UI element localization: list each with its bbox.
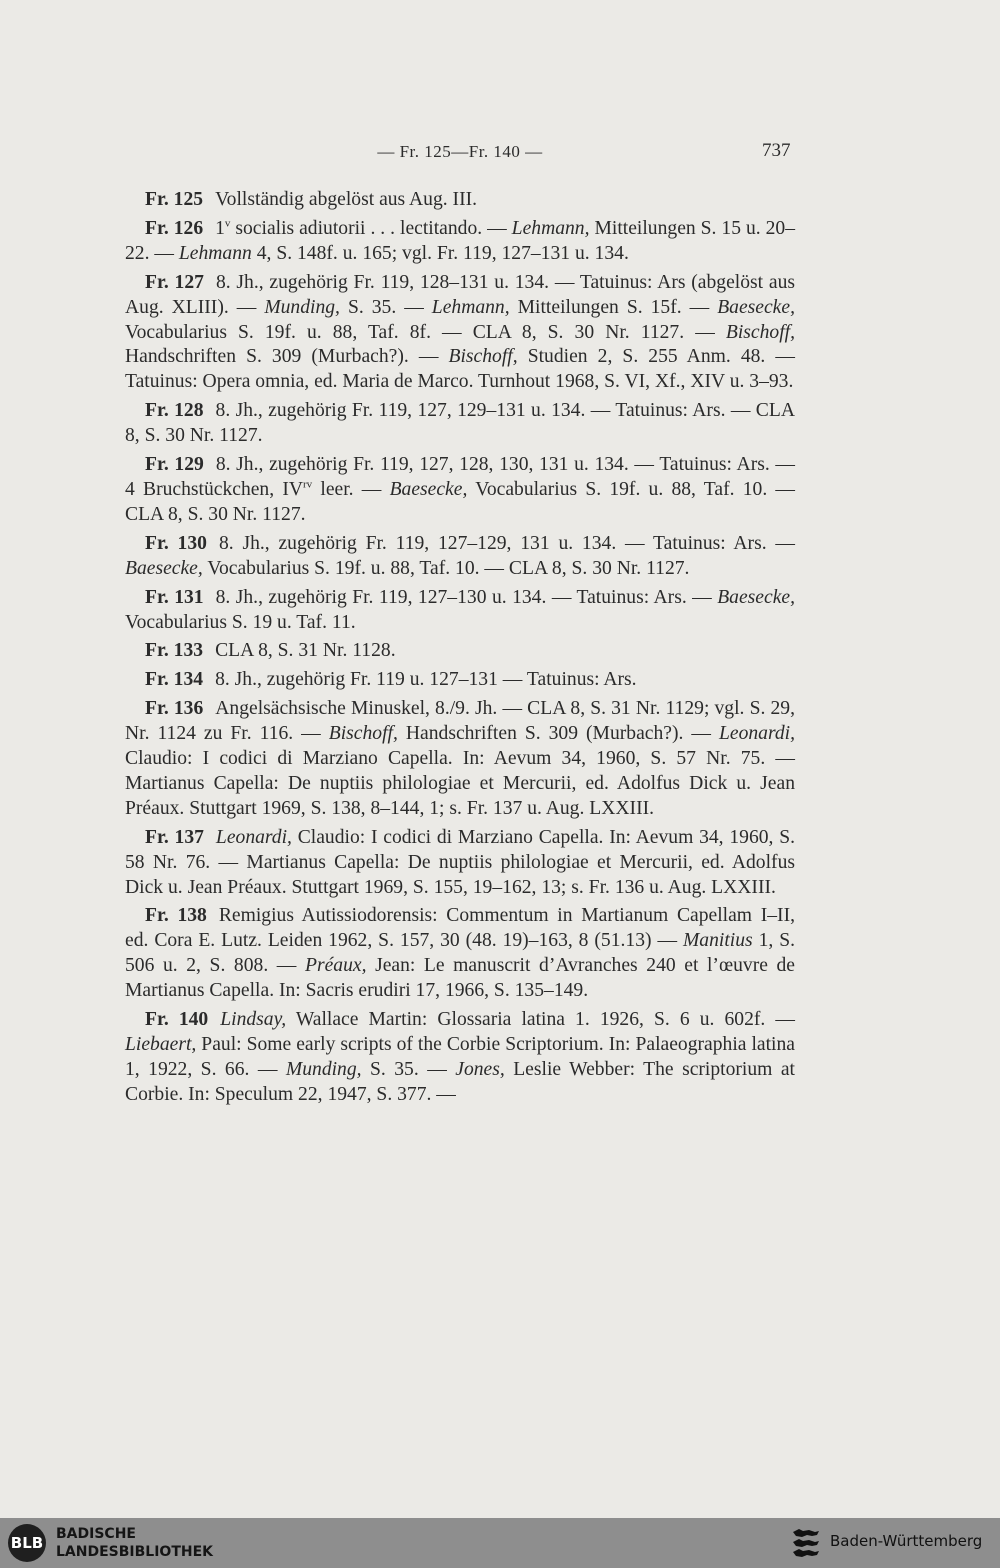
entry-label: Fr. 129 bbox=[145, 454, 204, 476]
page-number: 737 bbox=[762, 140, 791, 161]
author-name: Baesecke, bbox=[125, 557, 203, 579]
entry-label: Fr. 131 bbox=[145, 586, 204, 608]
author-name: Jones, bbox=[455, 1058, 505, 1080]
entry-label: Fr. 137 bbox=[145, 826, 204, 848]
entry-label: Fr. 125 bbox=[145, 189, 204, 210]
entry-fr-133: Fr. 133 CLA 8, S. 31 Nr. 1128. bbox=[145, 640, 396, 662]
blb-logo[interactable] bbox=[8, 1524, 46, 1562]
author-name: Munding, bbox=[264, 296, 340, 318]
entry-label: Fr. 133 bbox=[145, 640, 204, 662]
entry-fr-125: Fr. 125 Vollständig abgelöst aus Aug. III. bbox=[145, 189, 478, 210]
author-name: Baesecke, bbox=[389, 478, 468, 500]
entry-fr-138: Fr. 138 Remigius Autissiodorensis: Commentum in Martianum Capellam I–II, ed. Cora E. Lutz. Leiden 1962, S. 157, 30 (48. 19)–163, 8 (51.13) — Manitius 1, S. 506 u. 2, S. 808. — Préaux, Jean: Le manuscrit d’Avranches 240 et l’œuvre de Martianus Capella. In: Sacris erudiri 17, 1966, S. 135–149. bbox=[125, 905, 795, 1002]
author-name: Bischoff, bbox=[448, 346, 518, 368]
entry-label: Fr. 136 bbox=[145, 698, 204, 720]
library-name[interactable] bbox=[56, 1525, 213, 1561]
author-name: Bischoff, bbox=[725, 321, 795, 343]
author-name: Lehmann, bbox=[431, 296, 510, 318]
library-name-line1: BADISCHE bbox=[56, 1526, 136, 1542]
author-name: Leonardi, bbox=[215, 826, 292, 848]
author-name: Munding, bbox=[285, 1058, 362, 1080]
entry-fr-130: Fr. 130 8. Jh., zugehörig Fr. 119, 127–129, 131 u. 134. — Tatuinus: Ars. — Baesecke, Vocabularius S. 19f. u. 88, Taf. 10. — CLA 8, S. 30 Nr. 1127. bbox=[125, 532, 795, 579]
state-name[interactable]: Baden-Württemberg bbox=[830, 1532, 983, 1550]
library-name-line2: LANDESBIBLIOTHEK bbox=[56, 1544, 214, 1560]
blb-logo-text: BLB bbox=[10, 1534, 44, 1552]
entry-fr-129: Fr. 129 8. Jh., zugehörig Fr. 119, 127, 128, 130, 131 u. 134. — Tatuinus: Ars. — 4 Bruchstückchen, $IV^{rv}$ leer. — Baesecke, Vocabularius S. 19f. u. 88, Taf. 10. — CLA 8, S. 30 Nr. 1127. bbox=[125, 454, 796, 525]
entry-label: Fr. 140 bbox=[145, 1009, 209, 1031]
author-name: Leonardi, bbox=[718, 723, 795, 745]
catalog-entries bbox=[125, 188, 795, 1112]
author-name: Baesecke, bbox=[717, 586, 795, 608]
lions-crest-icon bbox=[790, 1526, 822, 1560]
entry-fr-137: Fr. 137 Leonardi, Claudio: I codici di Marziano Capella. In: Aevum 34, 1960, S. 58 Nr. 76. — Martianus Capella: De nuptiis philologiae et Mercurii, ed. Adolfus Dick u. Jean Préaux. Stuttgart 1969, S. 155, 19–162, 13; s. Fr. 136 u. Aug. LXXIII. bbox=[125, 826, 795, 898]
footer-bar bbox=[0, 1518, 1000, 1568]
entry-fr-126: Fr. 126 1$^v$ socialis adiutorii . . . lectitando. — Lehmann, Mitteilungen S. 15 u. 20–22. — Lehmann 4, S. 148f. u. 165; vgl. Fr. 119, 127–131 u. 134. bbox=[125, 217, 795, 264]
entry-fr-127: Fr. 127 8. Jh., zugehörig Fr. 119, 128–131 u. 134. — Tatuinus: Ars (abgelöst aus Aug. XLIII). — Munding, S. 35. — Lehmann, Mitteilungen S. 15f. — Baesecke, Vocabularius S. 19f. u. 88, Taf. 8f. — CLA 8, S. 30 Nr. 1127. — Bischoff, Handschriften S. 309 (Murbach?). — Bischoff, Studien 2, S. 255 Anm. 48. — Tatuinus: Opera omnia, ed. Maria de Marco. Turnhout 1968, S. VI, Xf., XIV u. 3–93. bbox=[125, 271, 795, 393]
author-name: Lehmann bbox=[178, 242, 252, 264]
author-name: Baesecke, bbox=[717, 296, 795, 318]
author-name: Lehmann, bbox=[511, 217, 590, 239]
entry-fr-134: Fr. 134 8. Jh., zugehörig Fr. 119 u. 127–131 — Tatuinus: Ars. bbox=[145, 669, 637, 691]
entry-label: Fr. 128 bbox=[145, 400, 204, 422]
author-name: Liebaert, bbox=[125, 1034, 197, 1055]
entry-fr-140: Fr. 140 Lindsay, Wallace Martin: Glossaria latina 1. 1926, S. 6 u. 602f. — Liebaert, Paul: Some early scripts of the Corbie Scriptorium. In: Palaeographia latina 1, 1922, S. 66. — Munding, S. 35. — Jones, Leslie Webber: The scriptorium at Corbie. In: Speculum 22, 1947, S. 377. — bbox=[125, 1009, 795, 1105]
author-name: Bischoff, bbox=[328, 723, 398, 745]
author-name: Manitius bbox=[682, 930, 753, 952]
entry-fr-136: Fr. 136 Angelsächsische Minuskel, 8./9. Jh. — CLA 8, S. 31 Nr. 1129; vgl. S. 29, Nr. 1124 zu Fr. 116. — Bischoff, Handschriften S. 309 (Murbach?). — Leonardi, Claudio: I codici di Marziano Capella. In: Aevum 34, 1960, S. 57 Nr. 75. — Martianus Capella: De nuptiis philologiae et Mercurii, ed. Adolfus Dick u. Jean Préaux. Stuttgart 1969, S. 138, 8–144, 1; s. Fr. 137 u. Aug. LXXIII. bbox=[125, 698, 795, 819]
entry-fr-131: Fr. 131 8. Jh., zugehörig Fr. 119, 127–130 u. 134. — Tatuinus: Ars. — Baesecke, Vocabularius S. 19 u. Taf. 11. bbox=[125, 586, 795, 633]
author-name: Lindsay, bbox=[220, 1009, 287, 1031]
entry-label: Fr. 138 bbox=[145, 905, 207, 927]
author-name: Préaux, bbox=[305, 955, 367, 977]
entry-label: Fr. 126 bbox=[145, 217, 204, 239]
running-head: — Fr. 125—Fr. 140 — bbox=[377, 142, 543, 161]
entry-label: Fr. 130 bbox=[145, 532, 207, 554]
entry-fr-128: Fr. 128 8. Jh., zugehörig Fr. 119, 127, 129–131 u. 134. — Tatuinus: Ars. — CLA 8, S. 30 Nr. 1127. bbox=[125, 400, 795, 447]
entry-label: Fr. 127 bbox=[145, 271, 204, 293]
entry-label: Fr. 134 bbox=[145, 669, 204, 691]
